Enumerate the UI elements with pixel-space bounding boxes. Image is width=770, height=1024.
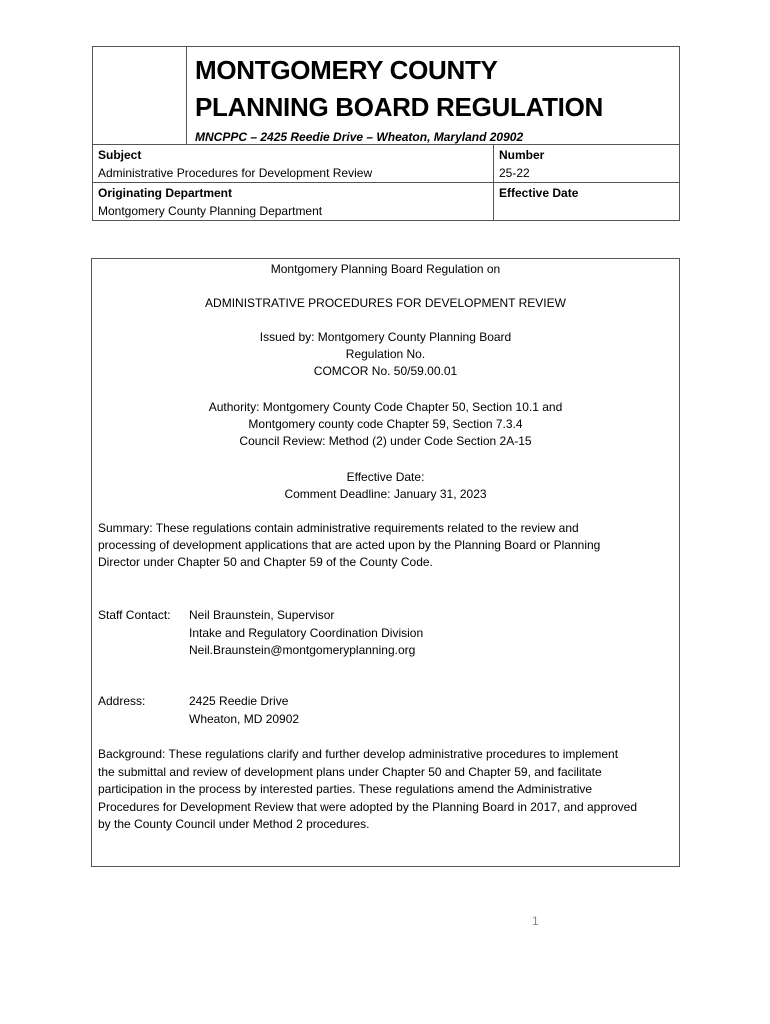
department-label: Originating Department xyxy=(98,186,233,200)
summary-line: Director under Chapter 50 and Chapter 59 of the County Code. xyxy=(98,555,433,569)
council-review: Council Review: Method (2) under Code Section 2A-15 xyxy=(239,434,532,448)
staff-contact-email: Neil.Braunstein@montgomeryplanning.org xyxy=(189,643,416,657)
number-cell xyxy=(494,145,680,183)
subject-label: Subject xyxy=(98,148,142,162)
title-line-2: PLANNING BOARD REGULATION xyxy=(195,92,604,122)
number-value: 25-22 xyxy=(499,166,530,180)
effective-date-line: Effective Date: xyxy=(346,470,425,484)
summary-line: processing of development applications that are acted upon by the Planning Board or Planning xyxy=(98,538,601,552)
number-label: Number xyxy=(499,148,545,162)
issued-by: Issued by: Montgomery County Planning Board xyxy=(259,330,512,344)
logo-placeholder xyxy=(93,47,187,145)
regulation-header-table xyxy=(92,46,680,221)
subject-cell xyxy=(93,145,494,183)
address-city: Wheaton, MD 20902 xyxy=(189,712,300,726)
comcor-number: COMCOR No. 50/59.00.01 xyxy=(313,364,458,378)
effective-date-label: Effective Date xyxy=(499,186,579,200)
address-street: 2425 Reedie Drive xyxy=(189,694,289,708)
regulation-title: ADMINISTRATIVE PROCEDURES FOR DEVELOPMENT REVIEW xyxy=(205,296,566,310)
authority-line-2: Montgomery county code Chapter 59, Section 7.3.4 xyxy=(248,417,523,431)
staff-contact-label: Staff Contact: xyxy=(98,608,171,622)
address-label: Address: xyxy=(98,694,146,708)
comment-deadline: Comment Deadline: January 31, 2023 xyxy=(284,487,487,501)
staff-contact-name: Neil Braunstein, Supervisor xyxy=(189,608,335,622)
title-cell xyxy=(187,47,680,145)
background-line: by the County Council under Method 2 procedures. xyxy=(98,817,370,831)
regulation-summary-box xyxy=(91,258,680,867)
background-line: Procedures for Development Review that were adopted by the Planning Board in 2017, and approved xyxy=(98,800,638,814)
background-line: Background: These regulations clarify and further develop administrative procedures to implement xyxy=(98,747,619,761)
header-address: MNCPPC – 2425 Reedie Drive – Wheaton, Maryland 20902 xyxy=(195,130,524,144)
page-number: 1 xyxy=(532,914,539,928)
department-value: Montgomery County Planning Department xyxy=(98,204,323,218)
title-line-1: MONTGOMERY COUNTY xyxy=(195,55,498,85)
regulation-number: Regulation No. xyxy=(345,347,426,361)
staff-contact-division: Intake and Regulatory Coordination Division xyxy=(189,626,424,640)
background-line: the submittal and review of development plans under Chapter 50 and Chapter 59, and facilitate xyxy=(98,765,602,779)
regulation-intro: Montgomery Planning Board Regulation on xyxy=(270,262,501,276)
subject-value: Administrative Procedures for Development Review xyxy=(98,166,373,180)
department-cell xyxy=(93,183,494,221)
background-line: participation in the process by interested parties. These regulations amend the Administrative xyxy=(98,782,593,796)
authority-line-1: Authority: Montgomery County Code Chapter 50, Section 10.1 and xyxy=(208,400,563,414)
summary-line: Summary: These regulations contain administrative requirements related to the review and xyxy=(98,521,579,535)
effective-date-cell xyxy=(494,183,680,221)
